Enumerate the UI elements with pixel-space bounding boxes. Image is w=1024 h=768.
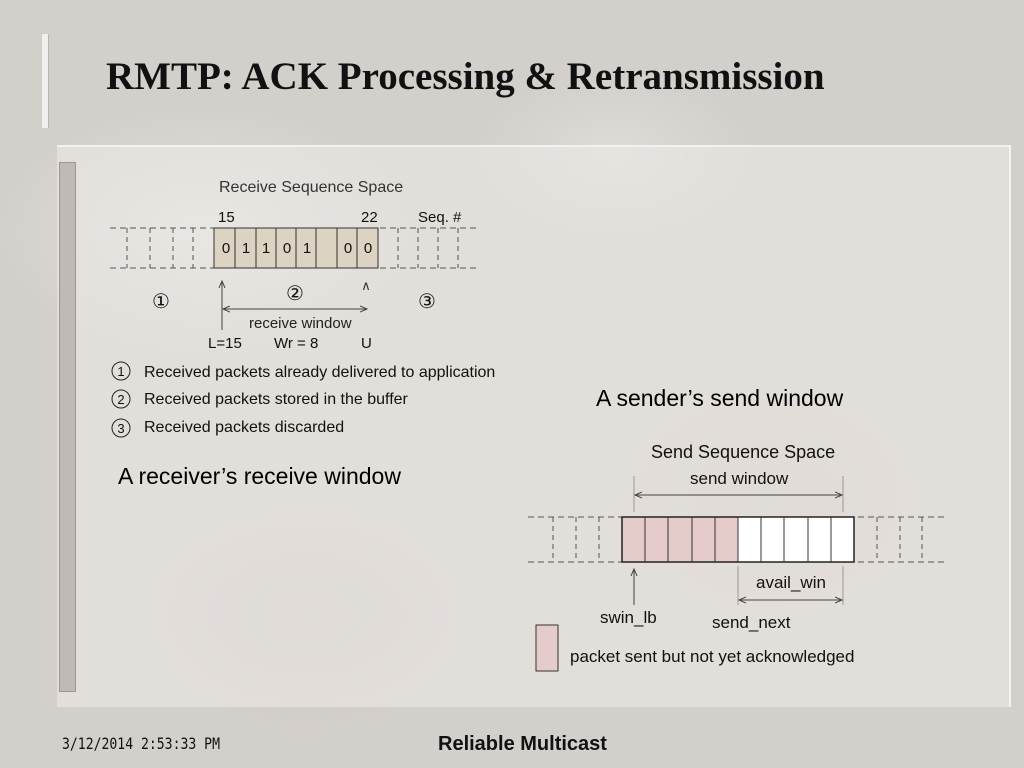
receive-L-label: L=15	[208, 335, 242, 352]
footer-date: 3/12/2014 2:53:33 PM	[62, 734, 220, 753]
sender-heading: A sender’s send window	[596, 385, 844, 411]
receive-cell-value: 1	[241, 240, 251, 257]
slide-title: RMTP: ACK Processing & Retransmission	[106, 55, 825, 98]
receive-region-3: ③	[418, 291, 436, 313]
receive-legend	[112, 362, 495, 437]
receive-U-label: U	[361, 335, 372, 352]
sent-packet-legend-text: packet sent but not yet acknowledged	[570, 647, 855, 666]
legend-item-text: Received packets stored in the buffer	[144, 391, 408, 408]
legend-item-text: Received packets discarded	[144, 419, 345, 436]
receive-U-caret: ∧	[361, 278, 371, 293]
receive-seq-label: Seq. #	[418, 209, 462, 226]
sent-packet-legend-swatch	[536, 625, 558, 671]
receive-cell-value: 0	[343, 240, 353, 257]
swin-lb-label: swin_lb	[600, 608, 657, 627]
send-window-label: send window	[690, 469, 789, 488]
receive-seq-end: 22	[361, 209, 378, 226]
sent-unacked-region	[622, 517, 738, 562]
legend-number: 1	[117, 364, 125, 379]
receive-Wr-label: Wr = 8	[274, 335, 319, 352]
receive-seq-start: 15	[218, 209, 235, 226]
receive-region-2: ②	[286, 283, 304, 305]
receive-sequence-space	[110, 179, 476, 352]
receive-region-1: ①	[152, 291, 170, 313]
receive-space-label: Receive Sequence Space	[219, 179, 404, 196]
footer-title: Reliable Multicast	[438, 733, 607, 755]
receive-cell-value: 0	[363, 240, 373, 257]
send-sequence-space	[528, 442, 944, 671]
receive-cell-value: 1	[302, 240, 312, 257]
legend-item-text: Received packets already delivered to application	[144, 364, 496, 381]
legend-number: 2	[117, 392, 125, 407]
legend-number: 3	[117, 421, 125, 436]
receive-window-label: receive window	[249, 315, 352, 332]
available-region	[738, 517, 854, 562]
send-next-label: send_next	[712, 613, 791, 632]
send-space-label: Send Sequence Space	[651, 442, 836, 462]
avail-win-label: avail_win	[756, 573, 826, 592]
receive-cell-value: 0	[282, 240, 292, 257]
receiver-heading: A receiver’s receive window	[118, 463, 401, 489]
receive-cell-value: 1	[261, 240, 271, 257]
receive-cell-value: 0	[221, 240, 231, 257]
